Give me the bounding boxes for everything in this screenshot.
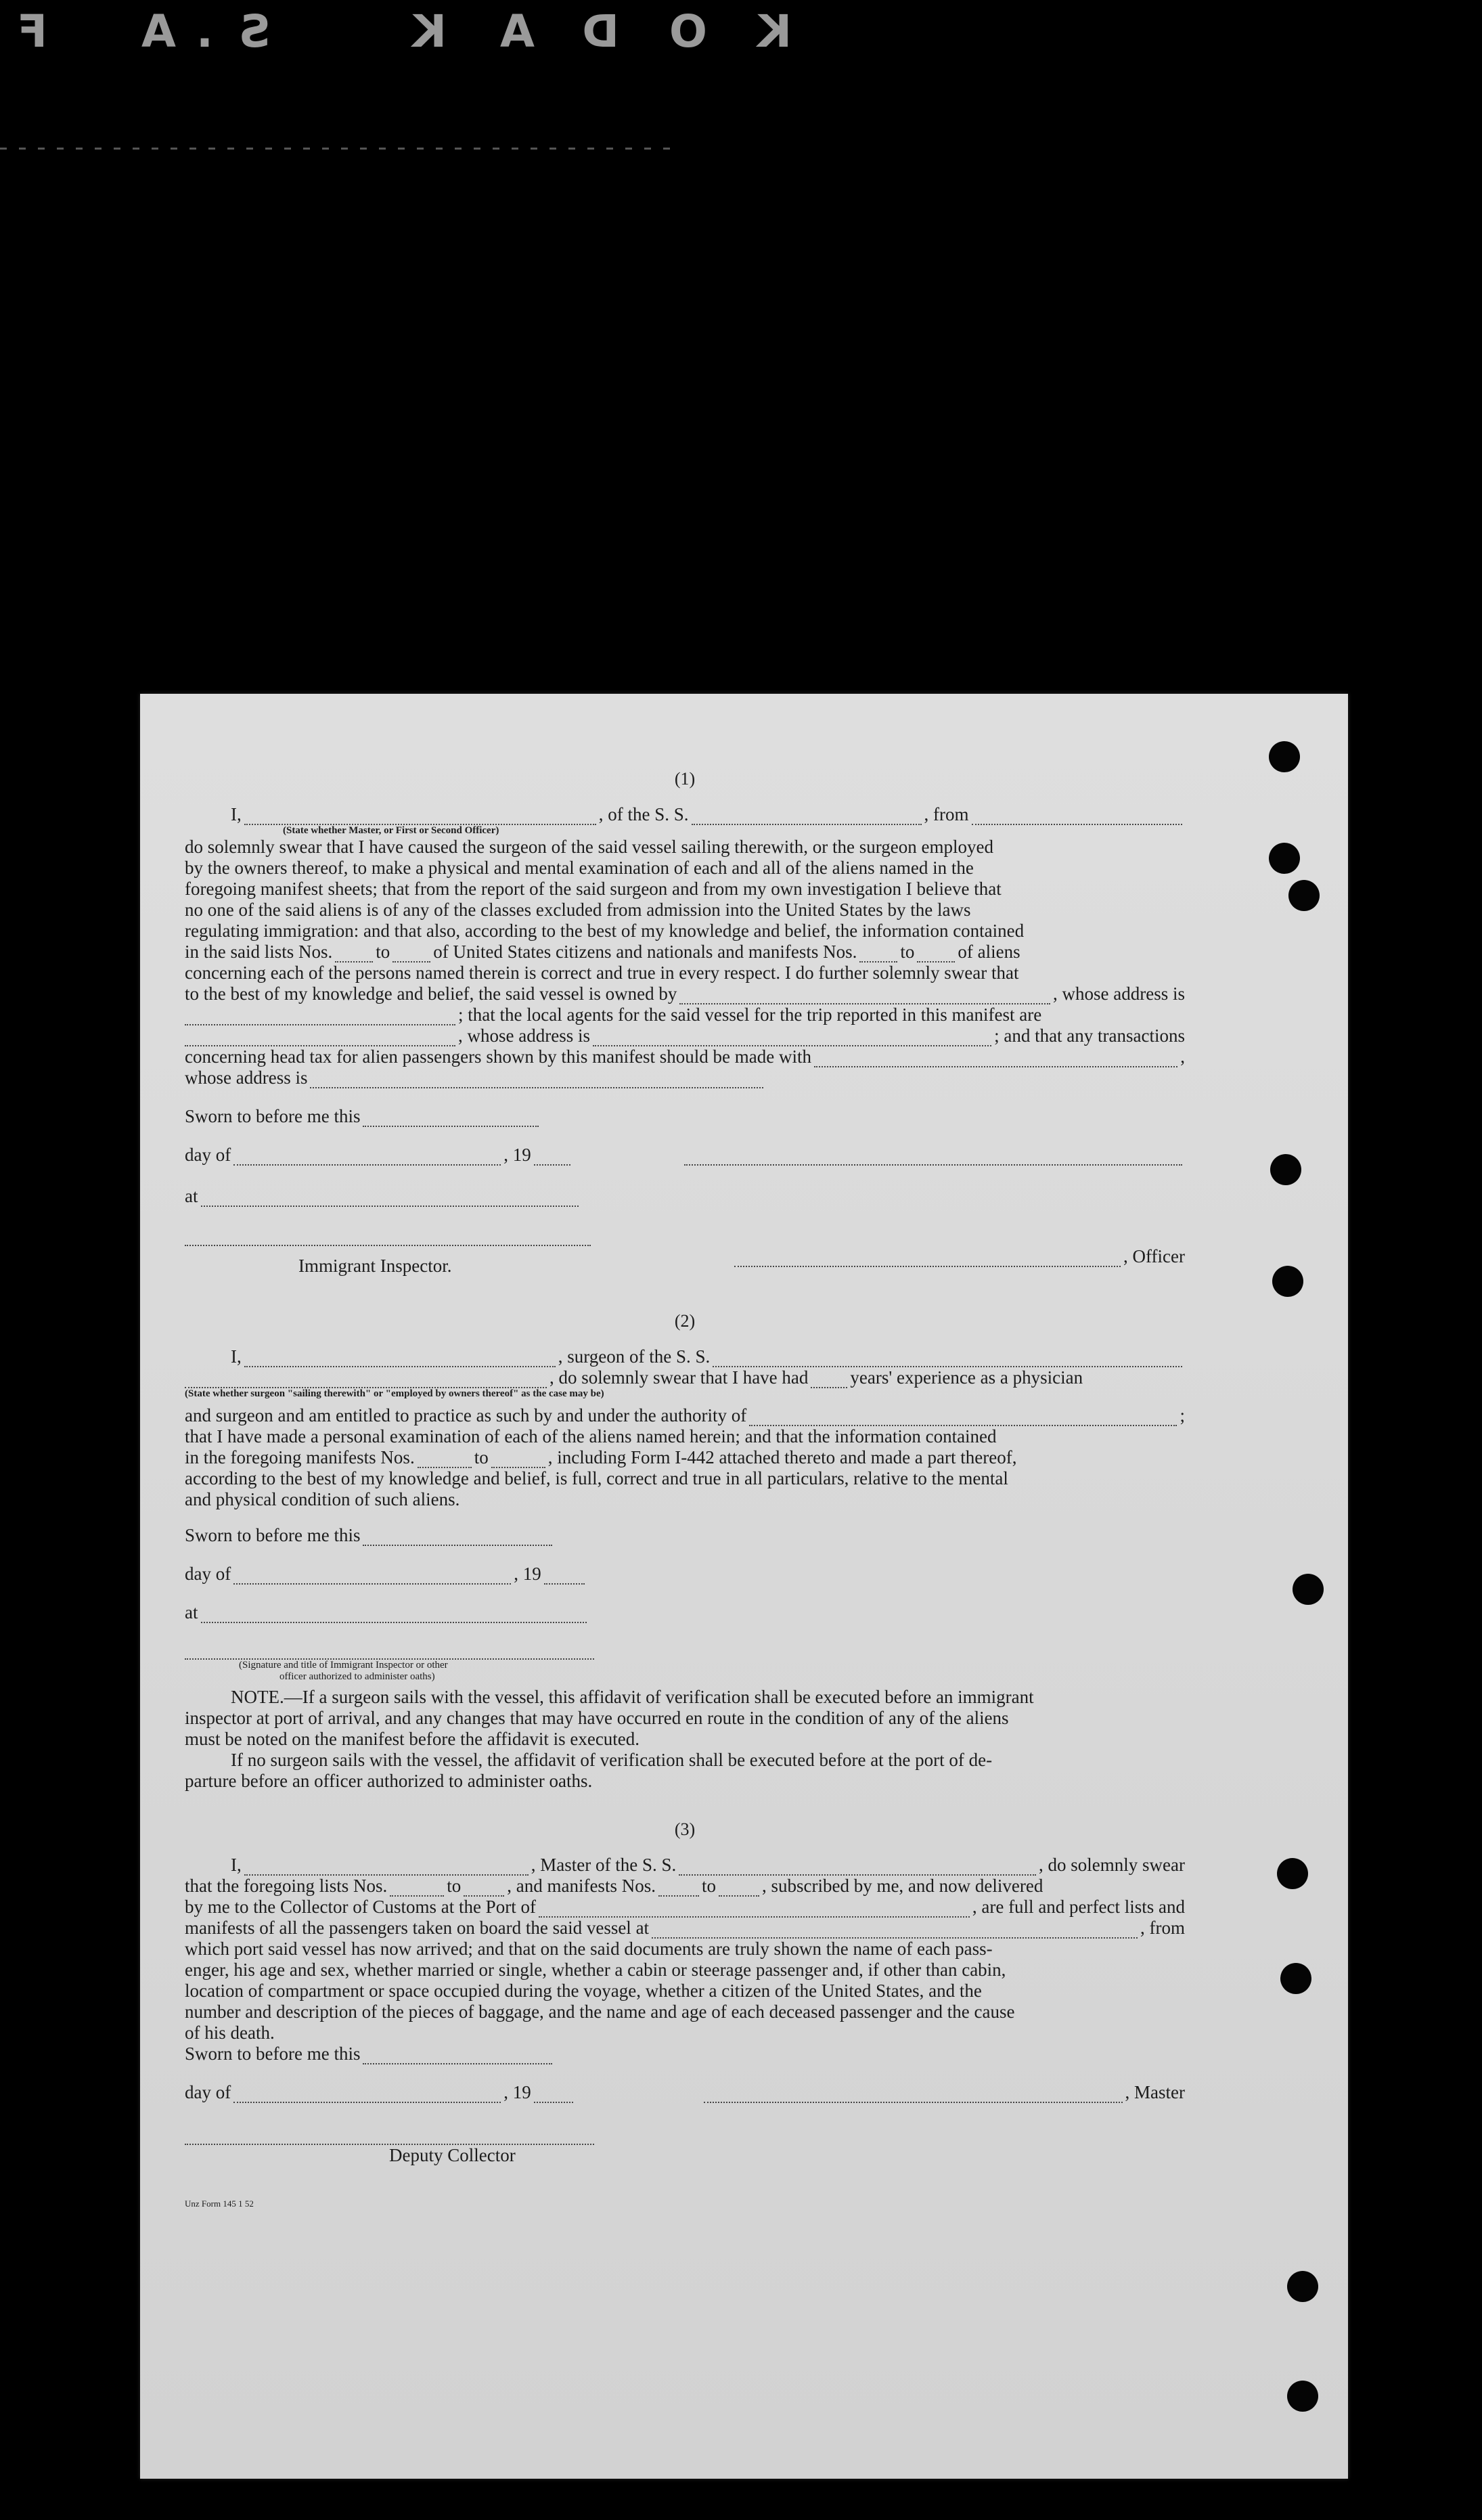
manifests-to-field[interactable] — [917, 948, 955, 963]
s2-place-field[interactable] — [201, 1608, 587, 1623]
boarding-port-field[interactable] — [652, 1924, 1138, 1939]
s2-line-2: , do solemnly swear that I have had years' experience as a physician — [185, 1367, 1185, 1388]
s2-manifests-to-field[interactable] — [491, 1453, 545, 1468]
master-signature-field[interactable] — [704, 2088, 1123, 2103]
section-2-number: (2) — [674, 1311, 696, 1331]
s3-paragraph: which port said vessel has now arrived; and that on the said documents are truly shown the name of each pass- enger, his age and sex, whether married or single, whether a cabin or steerage passenger and, if other than cabin, location of compartment or space occupied during the voyage, whether a citizen of the United States, and the number and description of the pieces of baggage, and the name and age of each deceased passenger and the cause of his death. — [185, 1939, 1015, 2043]
edge-letter: S — [238, 5, 271, 58]
s1-month-field[interactable] — [233, 1151, 501, 1166]
s1-year-field[interactable] — [534, 1151, 570, 1166]
manifests-from-field[interactable] — [859, 948, 897, 963]
s1-agents-line: ; that the local agents for the said vessel for the trip reported in this manifest are — [185, 1004, 1185, 1025]
s1-officer-name-field[interactable] — [734, 1252, 1121, 1267]
section-3-number: (3) — [674, 1819, 696, 1839]
agents-address-field[interactable] — [593, 1032, 991, 1046]
s1-agents-addr-line: , whose address is ; and that any transactions — [185, 1025, 1185, 1046]
form-identifier: Unz Form 145 1 52 — [185, 2198, 254, 2209]
s3-month-field[interactable] — [233, 2088, 501, 2103]
owner-address-field[interactable] — [185, 1011, 455, 1025]
punch-hole — [1288, 880, 1320, 911]
s3-lists-to-field[interactable] — [464, 1882, 504, 1897]
s3-line-2: that the foregoing lists Nos. to , and manifests Nos. to , subscribed by me, and now delivered — [185, 1876, 1043, 1896]
years-field[interactable] — [811, 1373, 847, 1388]
punch-hole — [1269, 741, 1300, 772]
affidavit-form: (1) I, , of the S. S. , from (State whether Master, or First or Second Officer) do solemnly swear that I have caused the surgeon of the said vessel sailing therewith, or the surgeon employed by the owners thereof, to make a physical and mental examination of each and all of the aliens named in the foregoing manifest sheets; that from the report of the said surgeon and from my own investigation I believe that no one of the said aliens is of any of the classes excluded from admission into the United States by the laws regulating immigration: and that also, according to the best of my knowledge and belief, the information contained in the said lists Nos. to of United States citizens and nationals and manifests Nos. to of aliens concerning each of the persons named therein is correct and true in every respect. I do further solemnly swear that to the best of my knowledge and belief, the said vessel is owned by , whose address is ; that the local agents for the said vessel for the trip reported in this manifest are , whose address is ; and that any transactions concerning head tax for alien passengers shown by this manifest should be made with , whose address is Sworn to before me this day of , 19 at Immigrant Inspector. , Officer (2) I, , surgeon of the S. S. , do solemnly swear that I have had years' experience as a physician (State whether surgeon "sailing therewith" or "employed by owners thereof" as the case may be) and surgeon and am entitled to practice as such by and under the authority of ; that I have made a personal examination of each of the aliens named herein; and that the information contained in the foregoing manifests Nos. to , including Form I-442 attached thereto and made a part thereof, according to the best of my knowledge and belief, is full, correct and true in all particulars, relative to the mental and physical condition of such aliens. Sworn to before me this day of , 19 at (Signature and title of Immigrant Inspector or other officer authorized to administer oaths) NOTE.—If a surgeon sails with the vessel, this affidavit of verification shall be executed before an immigrant inspector at port of arrival, and any changes that may have occurred en route in the condition of any of the aliens must be noted on the manifest before the affidavit is executed. If no surgeon sails with the vessel, the affidavit of verification shall be executed before at the port of de- parture before an officer authorized to administer oaths. (3) I, , Master of the S. S. , do solemnly swear that the foregoing lists Nos. to , and manifests Nos. to , subscribed by me, and now delivered by me to the Collector of Customs at the Port of , are full and perfect lists and manifests of all the passengers taken on board the said vessel at , from which port said vessel has now arrived; and that on the said documents are truly shown the name of each pass- enger, his age and sex, whether married or single, whether a cabin or steerage passenger and, if other than cabin, location of compartment or space occupied during the voyage, whether a citizen of the United States, and the number and description of the pieces of baggage, and the name and age of each deceased passenger and the cause of his death. Sworn to before me this day of , 19 , Master Deputy Collector Unz Form 145 1 52 — [185, 768, 1185, 2214]
deputy-signature-field[interactable] — [185, 2130, 594, 2145]
s3-sworn-date-field[interactable] — [363, 2050, 552, 2064]
s2-month-field[interactable] — [233, 1570, 511, 1585]
s2-line-1: I, , surgeon of the S. S. — [185, 1346, 1185, 1367]
s1-paragraph: do solemnly swear that I have caused the surgeon of the said vessel sailing therewith, or the surgeon employed by the owners thereof, to make a physical and mental examination of each and all of the aliens named in the foregoing manifest sheets; that from the report of the said surgeon and from my own investigation I believe that no one of the said aliens is of any of the classes excluded from admission into the United States by the laws regulating immigration: and that also, according to the best of my knowledge and belief, the information contained — [185, 837, 1025, 941]
signature-caption-2: officer authorized to administer oaths) — [279, 1671, 435, 1682]
headtax-address-field[interactable] — [310, 1074, 763, 1088]
edge-letter: A — [499, 5, 535, 58]
punch-hole — [1293, 1574, 1324, 1605]
s1-line-1: I, , of the S. S. , from — [185, 804, 1185, 825]
master-name-field[interactable] — [244, 1861, 529, 1876]
s1-officer-signature-field[interactable] — [684, 1151, 1182, 1166]
owner-field[interactable] — [679, 990, 1050, 1004]
vessel-name-field[interactable] — [692, 810, 922, 825]
edge-letter: O — [669, 5, 707, 58]
agents-field[interactable] — [185, 1032, 455, 1046]
officer-rank-field[interactable] — [244, 810, 596, 825]
punch-hole — [1287, 2271, 1318, 2302]
surgeon-status-field[interactable] — [185, 1373, 547, 1388]
s3-day-line: day of , 19 , Master — [185, 2082, 1185, 2102]
s2-authority-line: and surgeon and am entitled to practice as such by and under the authority of ; — [185, 1405, 1185, 1425]
from-port-field[interactable] — [972, 810, 1183, 825]
punch-hole — [1269, 843, 1300, 874]
section-1-number: (1) — [674, 769, 696, 789]
s2-signature-field[interactable] — [185, 1645, 594, 1660]
s2-at-line: at — [185, 1602, 1185, 1623]
punch-hole — [1280, 1963, 1311, 1994]
deputy-collector-label: Deputy Collector — [389, 2145, 516, 2165]
edge-letter: F — [16, 5, 47, 58]
s1-sworn-date-field[interactable] — [363, 1112, 539, 1127]
headtax-contact-field[interactable] — [814, 1053, 1177, 1067]
s1-sworn-line: Sworn to before me this — [185, 1106, 1185, 1127]
s1-headtax-line: concerning head tax for alien passengers shown by this manifest should be made with , — [185, 1046, 1185, 1067]
punch-hole — [1277, 1858, 1308, 1889]
note-paragraph: NOTE.—If a surgeon sails with the vessel, this affidavit of verification shall be executed before an immigrant inspector at port of arrival, and any changes that may have occurred en route in the condition of any of the aliens must be noted on the manifest before the affidavit is executed. If no surgeon sails with the vessel, the affidavit of verification shall be executed before at the port of de- parture before an officer authorized to administer oaths. — [185, 1687, 1034, 1791]
punch-hole — [1287, 2381, 1318, 2412]
s2-sworn-date-field[interactable] — [363, 1531, 552, 1546]
s3-vessel-field[interactable] — [679, 1861, 1036, 1876]
s3-line-3: by me to the Collector of Customs at the Port of , are full and perfect lists and — [185, 1897, 1185, 1917]
s3-line-4: manifests of all the passengers taken on board the said vessel at , from — [185, 1918, 1185, 1938]
s2-manifests-from-field[interactable] — [418, 1453, 472, 1468]
s1-inspector-signature-field[interactable] — [185, 1231, 591, 1246]
port-field[interactable] — [539, 1903, 970, 1918]
edge-letter: K — [757, 5, 792, 58]
edge-letter: . — [196, 5, 213, 58]
s1-day-line: day of , 19 — [185, 1145, 1185, 1166]
officer-caption: (State whether Master, or First or Second Officer) — [283, 825, 499, 836]
punch-hole — [1272, 1266, 1303, 1297]
lists-to-field[interactable] — [392, 948, 430, 963]
film-edge-line — [0, 148, 677, 150]
film-edge — [0, 0, 1482, 135]
s2-manifests-line: in the foregoing manifests Nos. to , including Form I-442 attached thereto and made a part thereof, — [185, 1447, 1017, 1467]
s3-year-field[interactable] — [534, 2088, 573, 2103]
lists-from-field[interactable] — [335, 948, 373, 963]
s1-address-line: whose address is — [185, 1067, 1185, 1088]
s3-lists-from-field[interactable] — [390, 1882, 444, 1897]
s2-year-field[interactable] — [544, 1570, 585, 1585]
punch-hole — [1270, 1154, 1301, 1185]
surgeon-caption: (State whether surgeon "sailing therewith" or "employed by owners thereof" as the case may be) — [185, 1388, 604, 1399]
s3-line-1: I, , Master of the S. S. , do solemnly swear — [231, 1855, 1185, 1875]
s1-lists-line: in the said lists Nos. to of United States citizens and nationals and manifests Nos. to of aliens — [185, 942, 1020, 962]
s1-titles-line: Immigrant Inspector. , Officer — [298, 1246, 1185, 1276]
s1-at-line: at — [185, 1186, 1185, 1207]
s1-owned-line: to the best of my knowledge and belief, the said vessel is owned by , whose address is — [185, 983, 1185, 1004]
authority-field[interactable] — [749, 1411, 1177, 1426]
manifest-sheet — [140, 694, 1348, 2479]
s3-manifests-to-field[interactable] — [719, 1882, 759, 1897]
edge-letter: D — [582, 5, 619, 58]
edge-letter: A — [141, 5, 176, 58]
surgeon-name-field[interactable] — [244, 1352, 556, 1367]
s2-vessel-field[interactable] — [713, 1352, 1182, 1367]
s1-place-field[interactable] — [201, 1192, 579, 1207]
s3-manifests-from-field[interactable] — [658, 1882, 699, 1897]
s2-sworn-line: Sworn to before me this — [185, 1525, 1185, 1546]
s3-sworn-line: Sworn to before me this — [185, 2043, 1185, 2064]
s2-day-line: day of , 19 — [185, 1564, 1185, 1585]
edge-letter: K — [411, 5, 447, 58]
signature-caption-1: (Signature and title of Immigrant Inspector or other — [239, 1660, 448, 1671]
